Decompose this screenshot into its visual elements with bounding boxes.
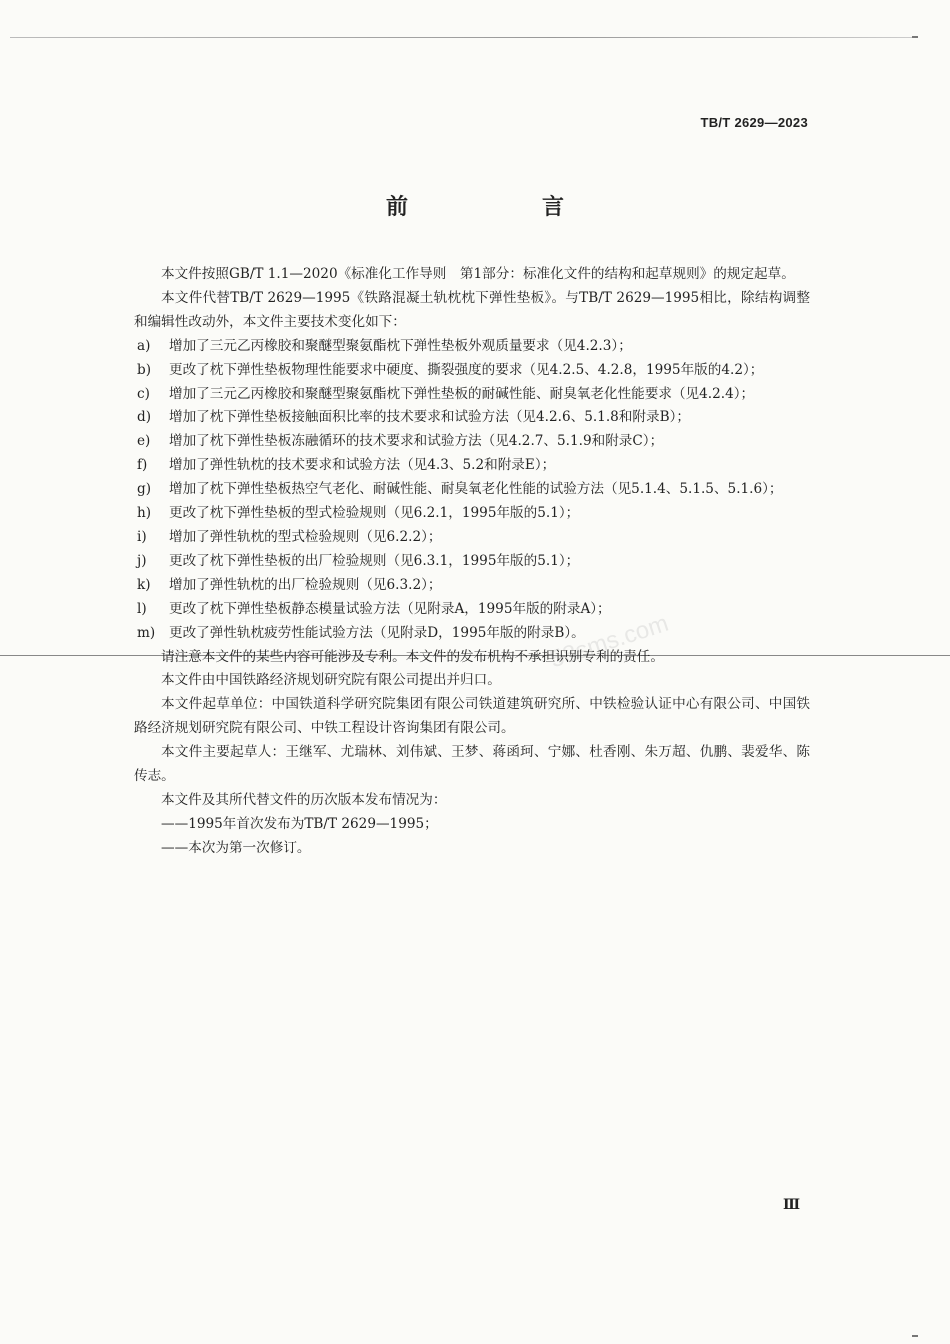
list-item	[134, 598, 810, 622]
list-marker: k)	[137, 576, 151, 593]
list-marker: d)	[137, 409, 152, 426]
drafting-units-paragraph: 本文件起草单位：中国铁道科学研究院集团有限公司铁道建筑研究所、中铁检验认证中心有限公司、中国铁路经济规划研究院有限公司、中铁工程设计咨询集团有限公司。	[134, 696, 810, 737]
list-marker: h)	[137, 505, 152, 522]
page-number: Ⅲ	[782, 1197, 799, 1213]
proposer-paragraph: 本文件由中国铁路经济规划研究院有限公司提出并归口。	[161, 672, 501, 689]
list-marker: g)	[137, 481, 152, 498]
page-title: 前 言	[385, 195, 594, 220]
list-item-text: 增加了弹性轨枕的出厂检验规则（见6.3.2）；	[169, 576, 442, 593]
document-code: TB/T 2629—2023	[700, 115, 808, 130]
watermark: 58sms.com	[546, 609, 672, 674]
paragraph: 本文件按照GB/T 1.1—2020《标准化工作导则 第1部分：标准化文件的结构和起草规则》的规定起草。	[161, 266, 795, 282]
list-item-text: 更改了枕下弹性垫板静态模量试验方法（见附录A，1995年版的附录A）；	[169, 600, 611, 617]
list-item	[134, 335, 810, 359]
history-item: ——本次为第一次修订。	[161, 839, 311, 856]
list-item-text: 增加了枕下弹性垫板冻融循环的技术要求和试验方法（见4.2.7、5.1.9和附录C）；	[169, 433, 664, 450]
list-item-text: 增加了三元乙丙橡胶和聚醚型聚氨酯枕下弹性垫板外观质量要求（见4.2.3）；	[169, 337, 632, 354]
list-item-text: 增加了枕下弹性垫板热空气老化、耐碱性能、耐臭氧老化性能的试验方法（见5.1.4、5.1.5、5.1.6）；	[169, 481, 783, 498]
foreword-body	[134, 263, 810, 861]
scan-mark	[912, 1335, 918, 1337]
list-item-text: 增加了三元乙丙橡胶和聚醚型聚氨酯枕下弹性垫板的耐碱性能、耐臭氧老化性能要求（见4.2.4）；	[169, 385, 755, 402]
list-item	[134, 478, 810, 502]
patent-notice: 请注意本文件的某些内容可能涉及专利。本文件的发布机构不承担识别专利的责任。	[161, 648, 664, 665]
history-item: ——1995年首次发布为TB/T 2629—1995；	[161, 815, 438, 832]
list-item	[134, 406, 810, 430]
drafters-paragraph: 本文件主要起草人：王继军、尤瑞林、刘伟斌、王梦、蒋函珂、宁娜、杜香刚、朱万超、仇鹏、裴爱华、陈传志。	[134, 744, 810, 785]
changes-list	[134, 335, 810, 646]
list-item	[134, 383, 810, 407]
list-marker: b)	[137, 361, 152, 378]
list-marker: c)	[137, 385, 150, 402]
scan-mark	[912, 36, 918, 38]
list-item	[134, 526, 810, 550]
list-marker: m)	[137, 624, 156, 641]
list-marker: f)	[137, 457, 148, 474]
list-marker: e)	[137, 433, 151, 450]
list-marker: i)	[137, 528, 147, 545]
list-item	[134, 574, 810, 598]
list-item	[134, 622, 810, 646]
list-marker: j)	[137, 552, 147, 569]
list-item-text: 更改了弹性轨枕疲劳性能试验方法（见附录D，1995年版的附录B）。	[169, 624, 585, 641]
list-item-text: 更改了枕下弹性垫板的出厂检验规则（见6.3.1，1995年版的5.1）；	[169, 552, 580, 569]
list-item	[134, 454, 810, 478]
list-marker: a)	[137, 337, 151, 354]
list-marker: l)	[137, 600, 147, 617]
list-item-text: 增加了弹性轨枕的技术要求和试验方法（见4.3、5.2和附录E）；	[169, 457, 556, 474]
list-item	[134, 430, 810, 454]
list-item-text: 更改了枕下弹性垫板物理性能要求中硬度、撕裂强度的要求（见4.2.5、4.2.8，1995年版的4.2）；	[169, 361, 764, 378]
paragraph: 本文件代替TB/T 2629—1995《铁路混凝土轨枕枕下弹性垫板》。与TB/T 2629—1995相比，除结构调整和编辑性改动外，本文件主要技术变化如下：	[134, 289, 810, 330]
scan-edge-line-top	[10, 37, 915, 38]
list-item	[134, 359, 810, 383]
list-item	[134, 502, 810, 526]
list-item-text: 增加了枕下弹性垫板接触面积比率的技术要求和试验方法（见4.2.6、5.1.8和附录B）；	[169, 409, 690, 426]
list-item	[134, 550, 810, 574]
list-item-text: 更改了枕下弹性垫板的型式检验规则（见6.2.1，1995年版的5.1）；	[169, 505, 580, 522]
list-item-text: 增加了弹性轨枕的型式检验规则（见6.2.2）；	[169, 528, 442, 545]
history-intro: 本文件及其所代替文件的历次版本发布情况为：	[161, 791, 447, 808]
